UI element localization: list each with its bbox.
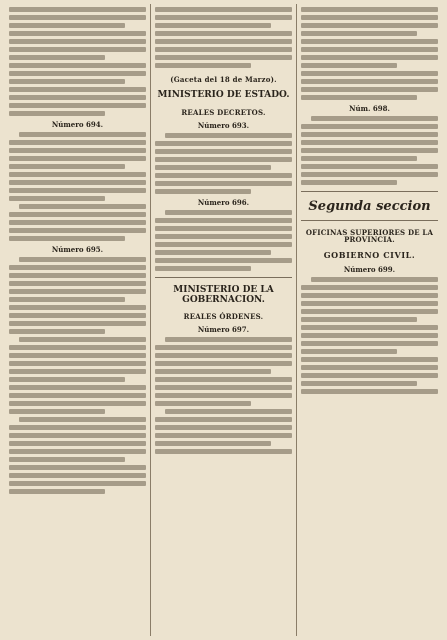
section-heading: REALES ÓRDENES. [183, 312, 264, 321]
decree-number: Número 694. [51, 120, 104, 129]
decree-number: Número 693. [197, 121, 250, 131]
text-block [155, 337, 292, 454]
decree-number: Número 695. [51, 245, 104, 254]
order-number: Número 697. [197, 325, 250, 335]
column-left [5, 4, 151, 636]
text-block [9, 257, 146, 494]
office-heading: GOBIERNO CIVIL. [323, 250, 416, 261]
text-block [155, 7, 292, 68]
text-block [155, 133, 292, 194]
column-middle [151, 4, 297, 636]
section-title: Segunda seccion [308, 199, 431, 214]
ministry-heading: MINISTERIO DE LA GOBERNACION. [173, 285, 274, 305]
divider [301, 191, 438, 192]
text-block [301, 277, 438, 394]
gaceta-citation: (Gaceta del 18 de Marzo). [170, 75, 277, 84]
section-heading: OFICINAS SUPERIORES DE LA PROVINCIA. [305, 227, 434, 244]
divider [155, 277, 292, 278]
order-number: Núm. 698. [349, 104, 390, 113]
text-block [301, 7, 438, 100]
column-right [297, 4, 442, 636]
text-block [9, 7, 146, 116]
notice-number: Número 699. [343, 264, 396, 274]
text-block [155, 210, 292, 271]
divider [301, 220, 438, 221]
ministry-heading: MINISTERIO DE ESTADO. [157, 90, 290, 101]
decree-number: Número 696. [197, 198, 250, 208]
text-block [9, 132, 146, 241]
section-heading: REALES DECRETOS. [181, 107, 266, 117]
text-block [301, 116, 438, 185]
